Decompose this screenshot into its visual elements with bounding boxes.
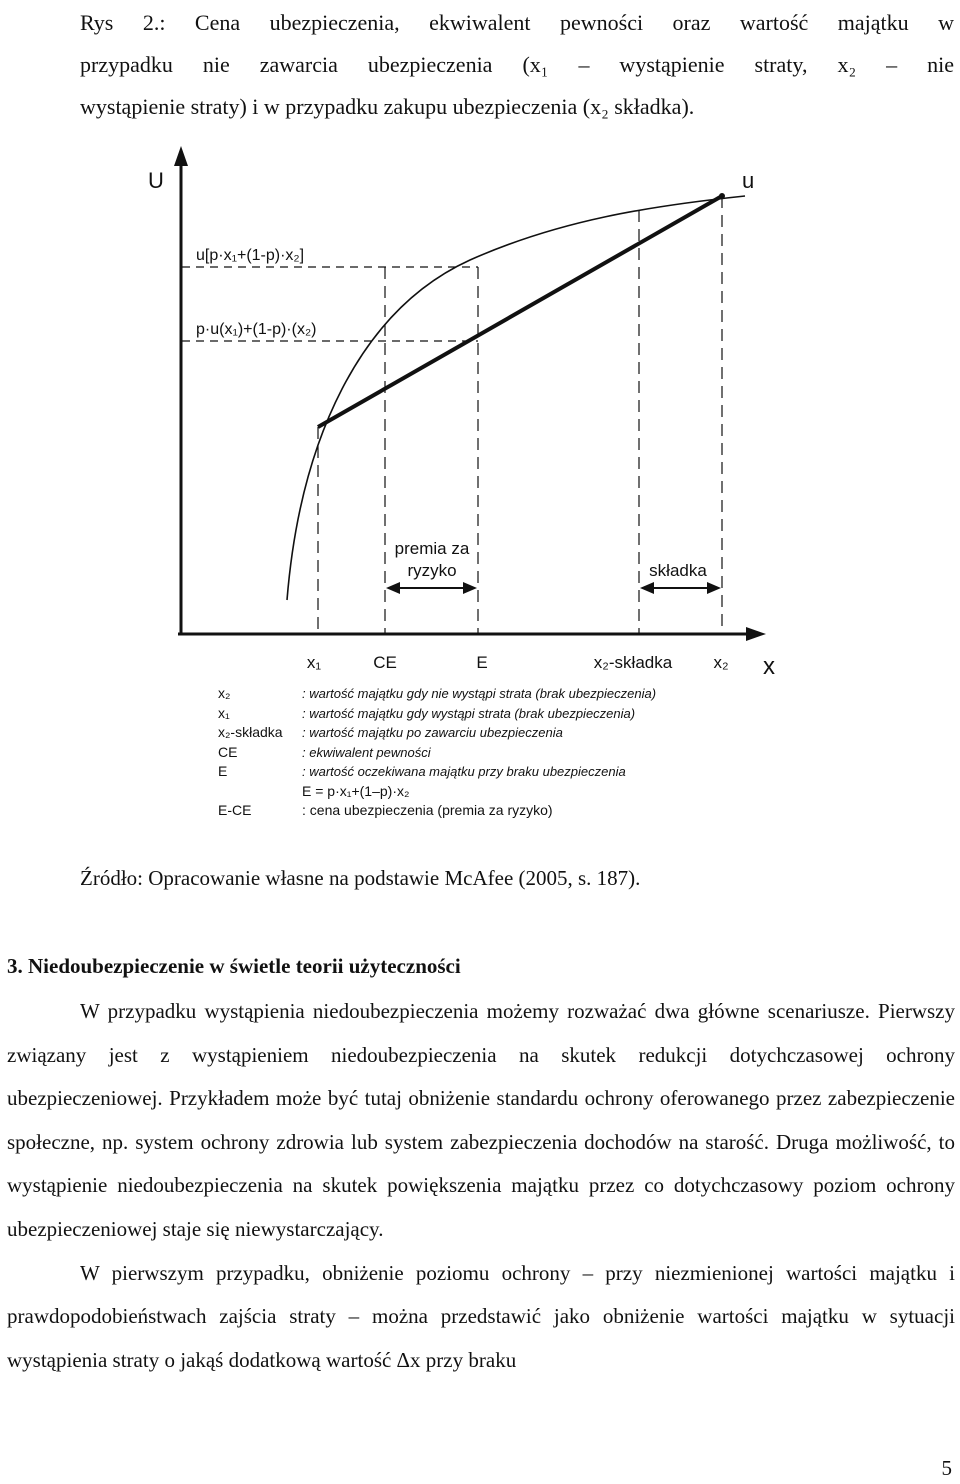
caption-line-2: przypadku nie zawarcia ubezpieczenia (x₁ – wystąpienie straty, x₂ – nie bbox=[80, 52, 954, 77]
legend-term: x₂-składka bbox=[218, 724, 283, 740]
y-axis-label: U bbox=[148, 168, 164, 193]
figure-caption bbox=[80, 2, 954, 128]
page-number: 5 bbox=[941, 1456, 952, 1480]
body-text bbox=[7, 990, 955, 1382]
premia-arrow-left-icon bbox=[386, 582, 400, 594]
skladka-label: składka bbox=[649, 561, 707, 580]
legend-desc: : cena ubezpieczenia (premia za ryzyko) bbox=[302, 802, 553, 818]
tick-x2: x₂ bbox=[713, 653, 729, 672]
legend-formula: E = p·x₁+(1–p)·x₂ bbox=[302, 782, 410, 799]
legend-term: E-CE bbox=[218, 802, 252, 818]
caption-line-3: wystąpienie straty) i w przypadku zakupu ubezpieczenia (x₂ składka). bbox=[80, 94, 695, 119]
x-axis-label: x bbox=[763, 653, 775, 680]
y-label-top: u[p·x₁+(1-p)·x₂] bbox=[196, 247, 305, 264]
premia-label-line2: ryzyko bbox=[407, 561, 457, 580]
expected-utility-chord bbox=[318, 196, 722, 427]
curve-label: u bbox=[742, 168, 755, 193]
paragraph: W pierwszym przypadku, obniżenie poziomu ochrony – przy niezmienionej wartości majątku i prawdopodobieństwach zajścia straty – można przedstawić jako obniżenie wartości majątku w sytuacji wystąpienia straty o jakąś dodatkową wartość Δx przy braku bbox=[7, 1260, 955, 1372]
skladka-arrow-left-icon bbox=[640, 582, 654, 594]
legend-desc: : wartość majątku gdy nie wystąpi strata (brak ubezpieczenia) bbox=[302, 686, 657, 701]
legend-desc: : wartość majątku po zawarciu ubezpieczenia bbox=[302, 725, 563, 740]
tick-e: E bbox=[476, 653, 488, 672]
premia-label-line1: premia za bbox=[394, 539, 470, 558]
legend-desc: : wartość majątku gdy wystąpi strata (brak ubezpieczenia) bbox=[302, 705, 636, 721]
legend-term: E bbox=[218, 763, 228, 779]
tick-ce: CE bbox=[373, 653, 397, 672]
caption-line-1: Rys 2.: Cena ubezpieczenia, ekwiwalent pewności oraz wartość majątku w bbox=[80, 10, 954, 35]
y-label-bottom: p·u(x₁)+(1-p)·(x₂) bbox=[196, 321, 317, 338]
figure-source: Źródło: Opracowanie własne na podstawie McAfee (2005, s. 187). bbox=[80, 866, 641, 890]
tick-x2-skladka: x₂-składka bbox=[593, 653, 673, 672]
tick-x1: x₁ bbox=[306, 653, 322, 672]
premia-arrow-right-icon bbox=[463, 582, 477, 594]
utility-curve bbox=[287, 196, 745, 600]
legend-term: x₂ bbox=[218, 685, 231, 701]
y-axis-arrow-icon bbox=[174, 146, 188, 166]
skladka-arrow-right-icon bbox=[707, 582, 721, 594]
legend-desc: : ekwiwalent pewności bbox=[302, 744, 431, 760]
legend-term: x₁ bbox=[218, 704, 230, 721]
section-heading: 3. Niedoubezpieczenie w świetle teorii użyteczności bbox=[7, 954, 461, 978]
x-axis-arrow-icon bbox=[746, 627, 766, 641]
paragraph: W przypadku wystąpienia niedoubezpieczenia możemy rozważać dwa główne scenariusze. Pierwszy związany jest z wystąpieniem niedoubezpieczenia na skutek redukcji dotychczasowej ochrony ubezpieczeniowej. Przykładem może być tutaj obniżenie standardu ochrony oferowanego przez zabezpieczenie społeczne, np. system ochrony zdrowia lub system zabezpieczenia dochodów na starość. Druga możliwość, to wystąpienie niedoubezpieczenia na skutek powiększenia majątku przez co dotychczasowy poziom ochrony ubezpieczeniowej staje się niewystarczający. bbox=[7, 999, 955, 1241]
legend-term: CE bbox=[218, 743, 238, 760]
legend-desc: : wartość oczekiwana majątku przy braku ubezpieczenia bbox=[302, 764, 626, 779]
